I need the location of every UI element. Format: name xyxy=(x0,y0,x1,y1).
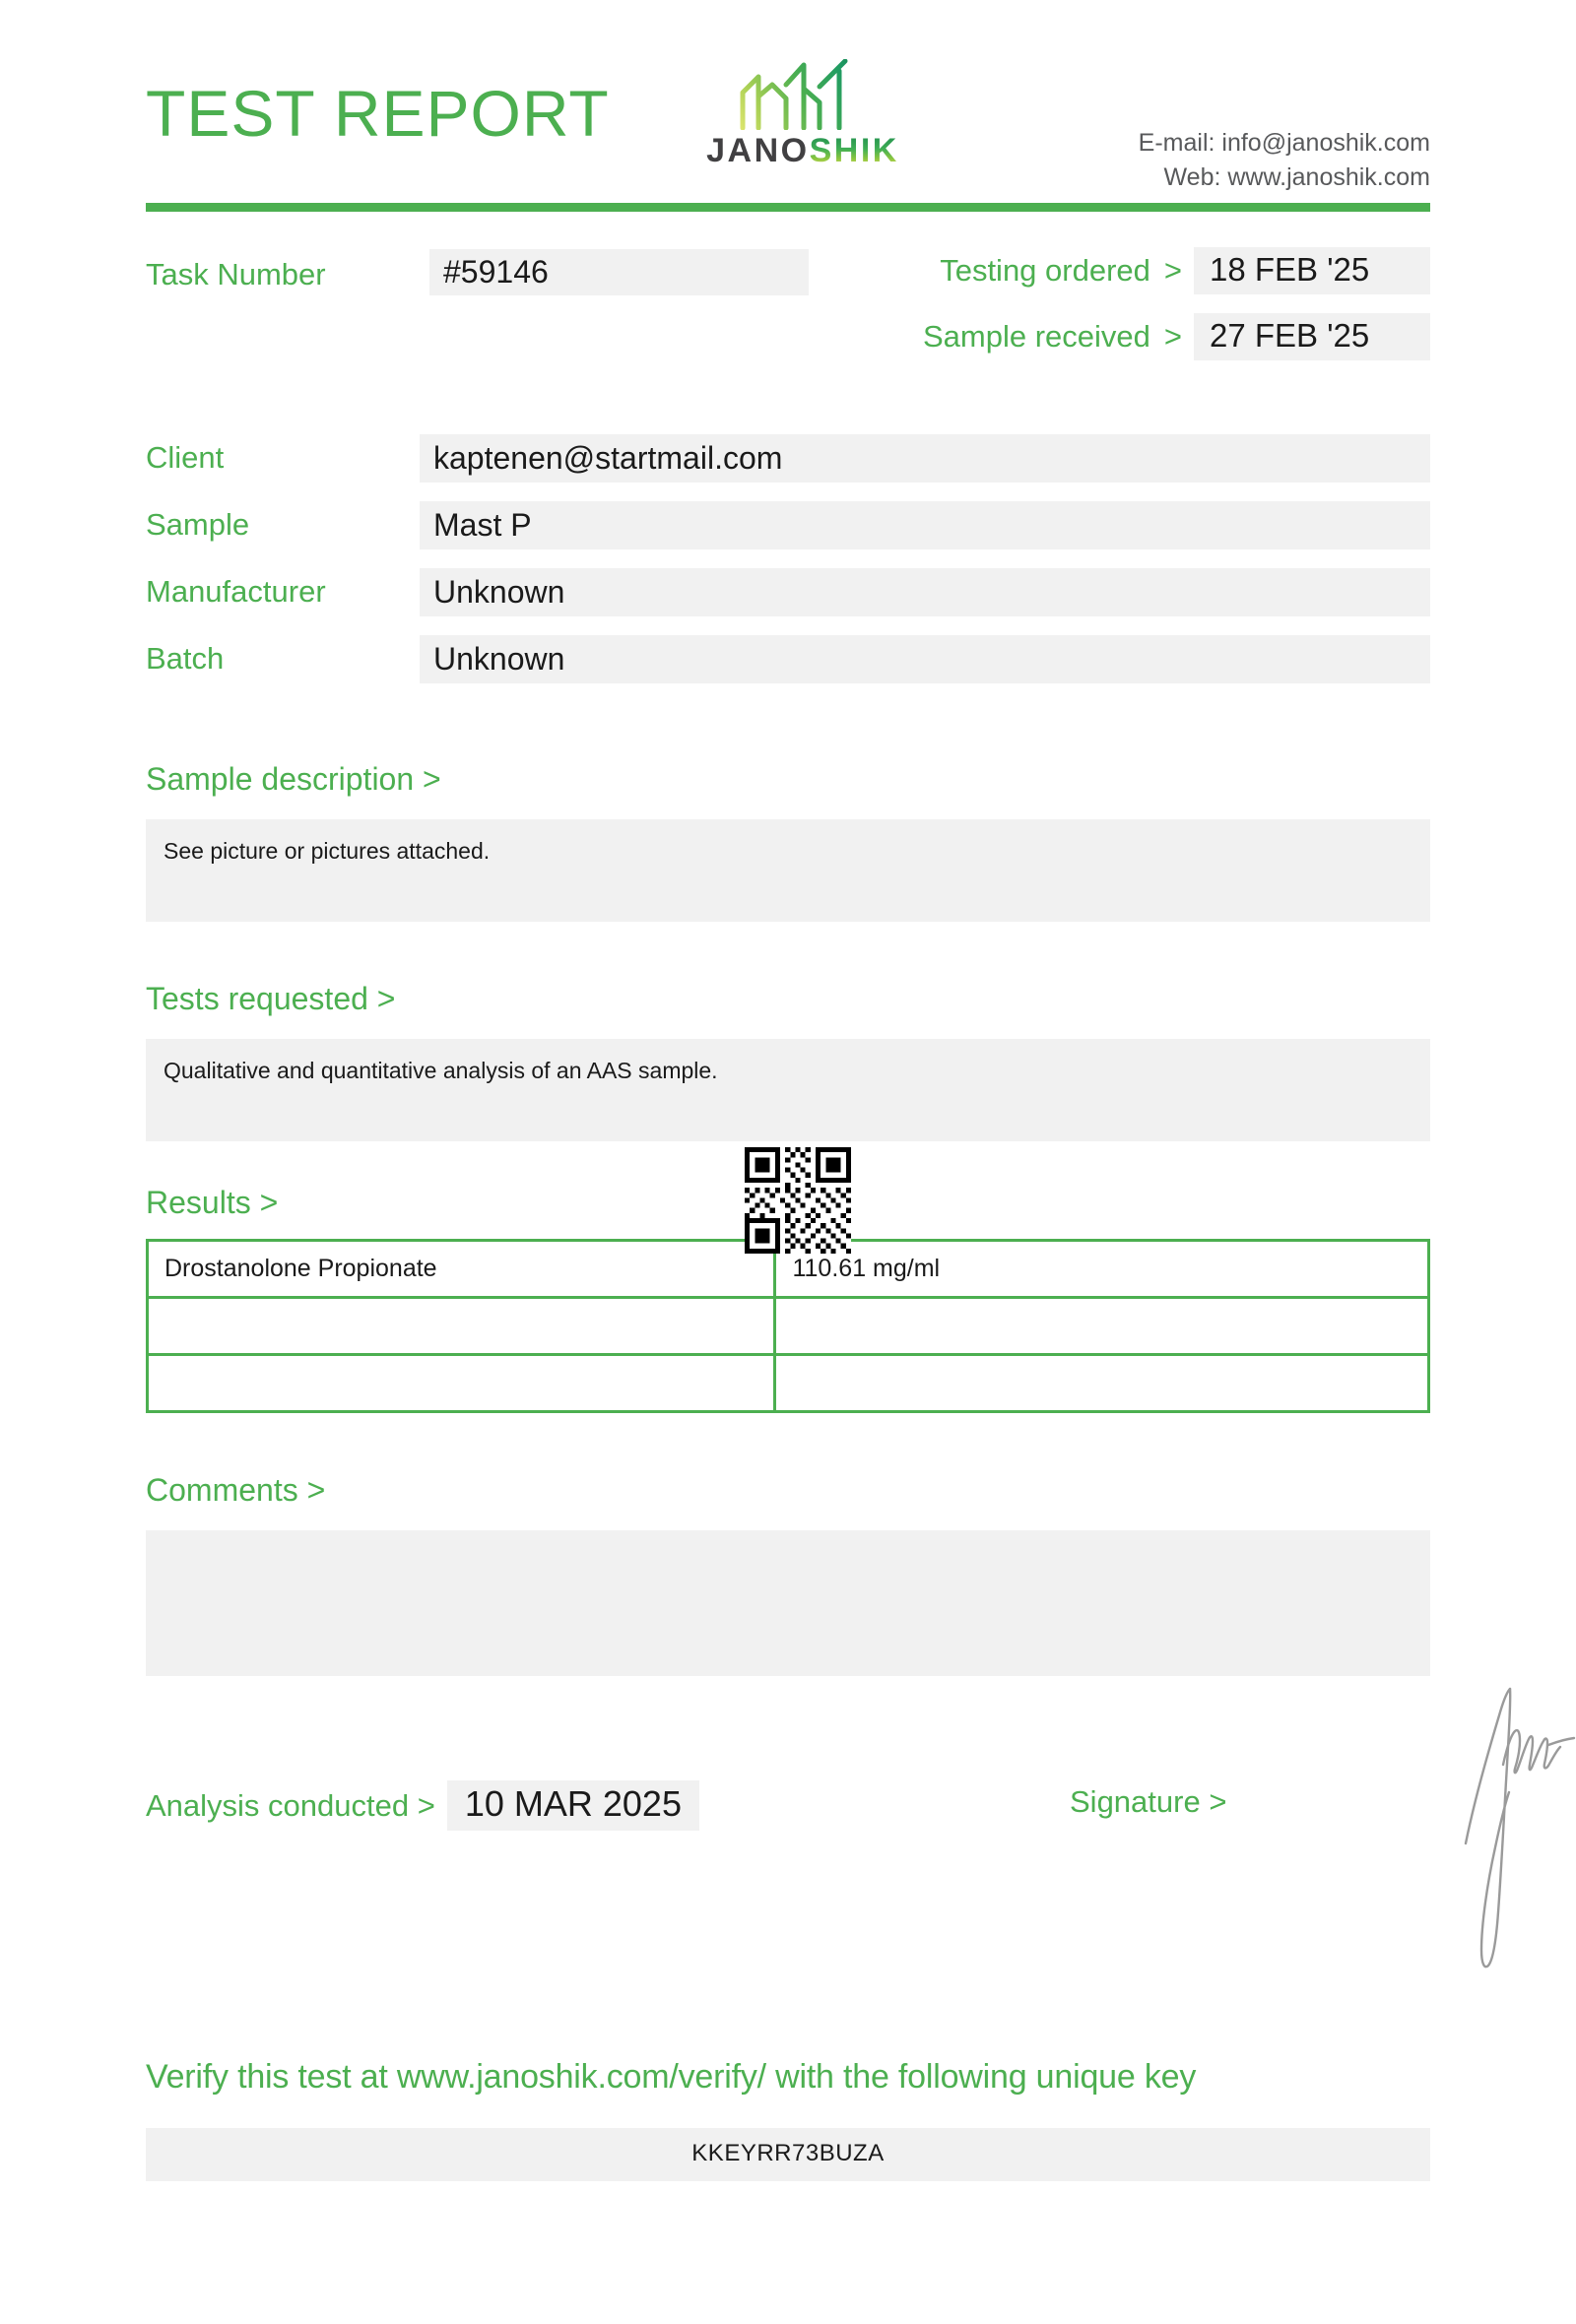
comments-heading: Comments > xyxy=(146,1472,326,1508)
sample-info-table xyxy=(146,434,1430,702)
task-number-value: #59146 xyxy=(429,249,809,295)
tests-requested-heading: Tests requested > xyxy=(146,981,396,1016)
comments-section xyxy=(146,1472,1430,1676)
sample-value: Mast P xyxy=(420,501,1430,549)
unique-key-value: KKEYRR73BUZA xyxy=(146,2128,1430,2181)
results-heading: Results > xyxy=(146,1185,279,1220)
brand-word-jano: JANO xyxy=(706,132,810,169)
email-line: E-mail: info@janoshik.com xyxy=(1138,129,1430,157)
web-line: Web: www.janoshik.com xyxy=(1163,162,1430,191)
contact-info xyxy=(1139,126,1430,194)
caret-icon: > xyxy=(1163,319,1182,354)
client-label: Client xyxy=(146,440,225,475)
task-number-label: Task Number xyxy=(146,257,326,291)
result-name xyxy=(148,1298,775,1355)
results-section xyxy=(146,1185,1430,1413)
analysis-conducted-label: Analysis conducted > xyxy=(146,1787,435,1823)
result-name xyxy=(148,1355,775,1412)
batch-value: Unknown xyxy=(420,635,1430,683)
header-divider xyxy=(146,203,1430,212)
caret-icon: > xyxy=(1163,253,1182,288)
ascending-bars-logo-icon xyxy=(690,59,916,130)
result-value xyxy=(775,1355,1429,1412)
sample-received-label: Sample received xyxy=(922,319,1150,354)
table-row xyxy=(148,1355,1429,1412)
comments-body xyxy=(146,1530,1430,1676)
brand-word-shik: SHIK xyxy=(809,132,899,169)
manufacturer-value: Unknown xyxy=(420,568,1430,616)
result-value: 110.61 mg/ml xyxy=(775,1241,1429,1298)
qr-code-icon xyxy=(745,1147,851,1254)
sample-label: Sample xyxy=(146,507,250,542)
signature-label: Signature > xyxy=(1070,1784,1227,1819)
analysis-conducted-row xyxy=(146,1780,699,1831)
testing-ordered-value: 18 FEB '25 xyxy=(1194,247,1430,294)
table-row xyxy=(146,635,1430,702)
tests-requested-body: Qualitative and quantitative analysis of an AAS sample. xyxy=(146,1039,1430,1141)
sample-description-section xyxy=(146,761,1430,922)
testing-ordered-label: Testing ordered xyxy=(940,253,1150,288)
tests-requested-section xyxy=(146,981,1430,1141)
task-row xyxy=(146,249,1430,367)
sample-description-body: See picture or pictures attached. xyxy=(146,819,1430,922)
sample-received-value: 27 FEB '25 xyxy=(1194,313,1430,360)
brand-logo xyxy=(690,59,916,167)
sample-description-heading: Sample description > xyxy=(146,761,441,797)
page-title: TEST REPORT xyxy=(146,77,610,150)
verify-section xyxy=(146,2058,1430,2181)
table-row xyxy=(146,434,1430,501)
table-row xyxy=(148,1298,1429,1355)
result-name: Drostanolone Propionate xyxy=(148,1241,775,1298)
testing-ordered-row xyxy=(879,245,1430,296)
results-table xyxy=(146,1239,1430,1413)
handwritten-signature-icon xyxy=(1405,1686,1576,1971)
verify-instruction: Verify this test at www.janoshik.com/verify/ with the following unique key xyxy=(146,2058,1197,2096)
result-value xyxy=(775,1298,1429,1355)
table-row xyxy=(146,501,1430,568)
report-header xyxy=(146,0,1430,197)
client-value: kaptenen@startmail.com xyxy=(420,434,1430,483)
table-row xyxy=(146,568,1430,635)
batch-label: Batch xyxy=(146,641,225,676)
brand-wordmark xyxy=(690,134,916,167)
dates-block xyxy=(879,245,1430,377)
manufacturer-label: Manufacturer xyxy=(146,574,326,609)
sample-received-row xyxy=(879,311,1430,362)
signoff-section xyxy=(146,1767,1430,1983)
analysis-conducted-value: 10 MAR 2025 xyxy=(447,1780,699,1831)
